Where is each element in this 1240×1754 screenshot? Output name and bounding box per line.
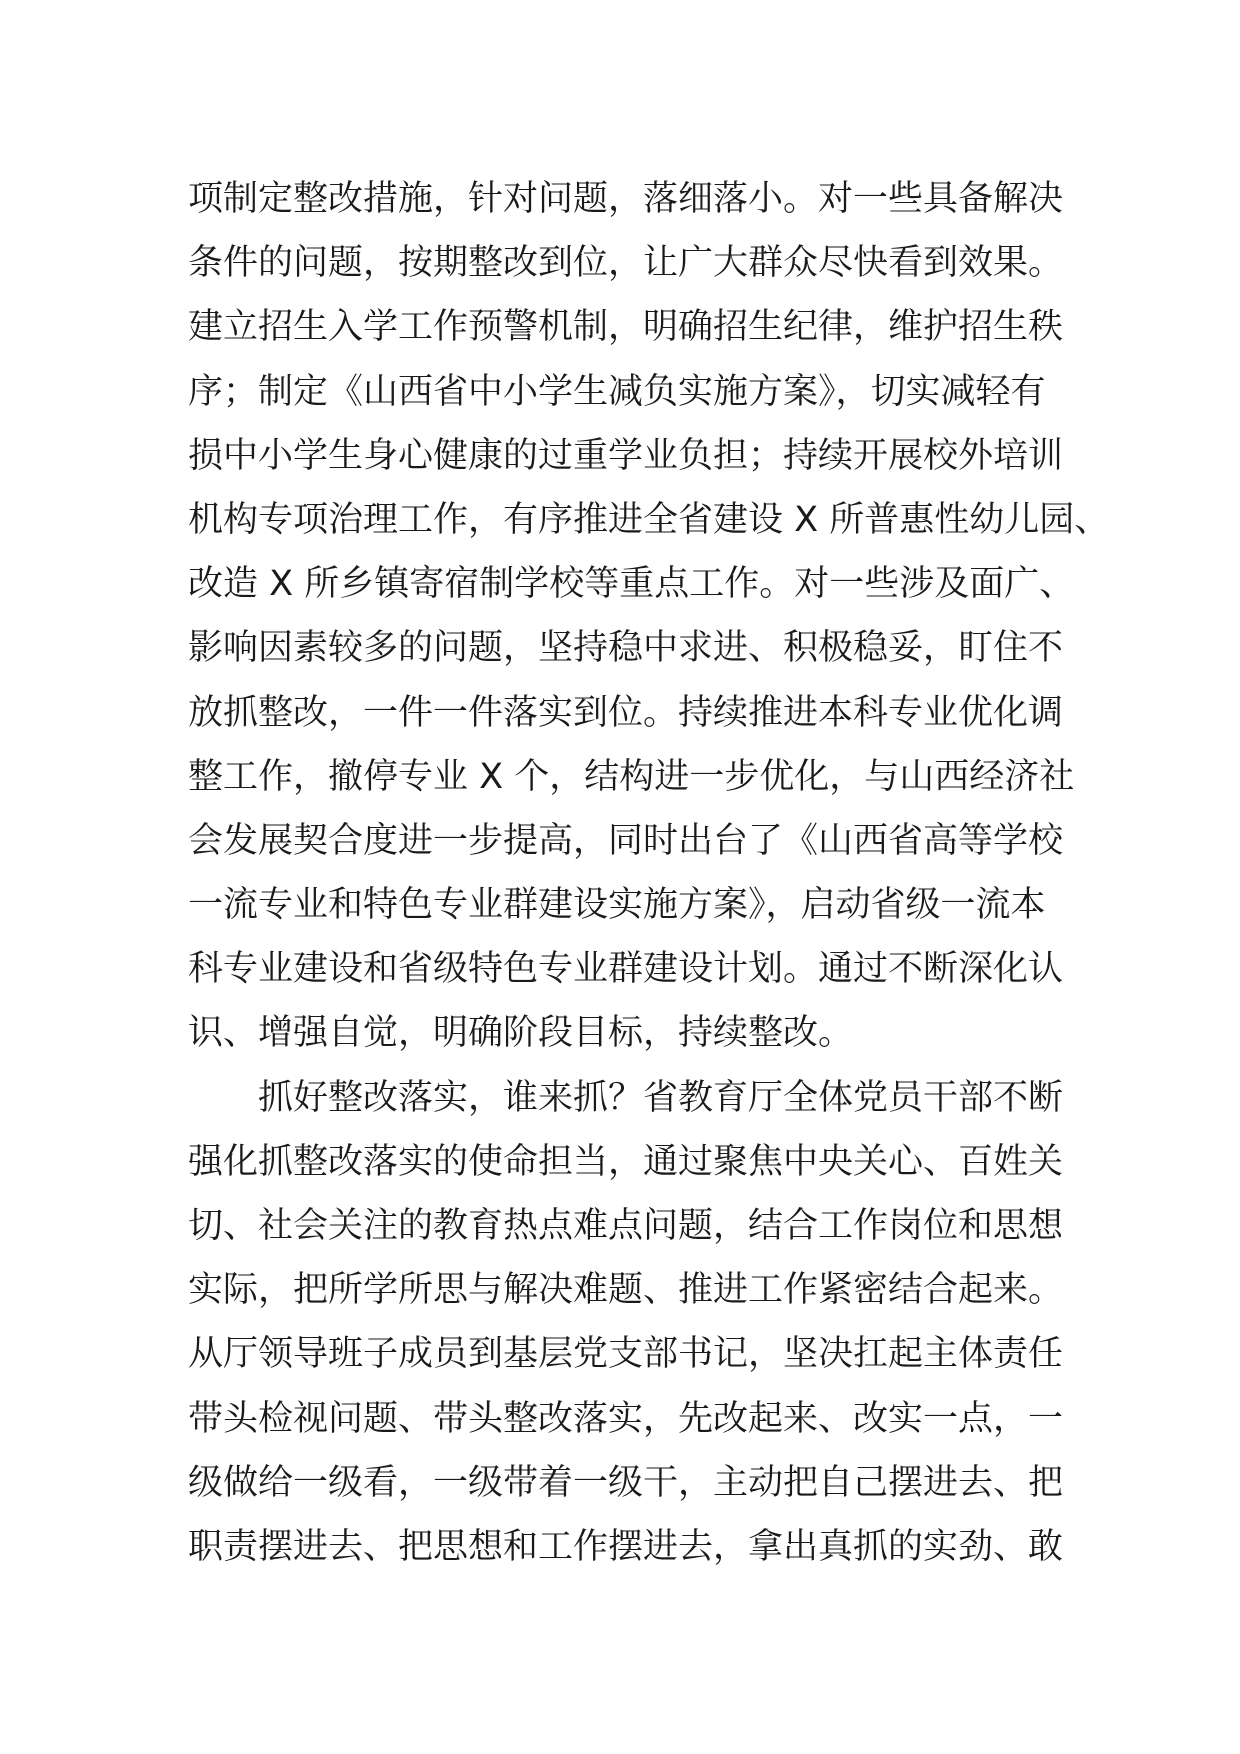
text-line: 序；制定《山西省中小学生减负实施方案》，切实减轻有 [188,371,1046,412]
text-line: 会发展契合度进一步提高，同时出台了《山西省高等学校 [188,820,1064,861]
text-line: 强化抓整改落实的使命担当，通过聚焦中央关心、百姓关 [188,1141,1064,1182]
body-text [188,167,1110,1579]
text-line: 影响因素较多的问题，坚持稳中求进、积极稳妥，盯住不 [188,628,1064,669]
text-line: 实际，把所学所思与解决难题、推进工作紧密结合起来。 [188,1270,1064,1311]
text-line: 一流专业和特色专业群建设实施方案》，启动省级一流本 [188,885,1046,926]
text-line: 从厅领导班子成员到基层党支部书记，坚决扛起主体责任 [188,1334,1064,1375]
text-line: 建立招生入学工作预警机制，明确招生纪律，维护招生秩 [188,307,1064,348]
text-line: 科专业建设和省级特色专业群建设计划。通过不断深化认 [188,949,1064,990]
text-line: 识、增强自觉，明确阶段目标，持续整改。 [188,1013,854,1054]
text-line: 切、社会关注的教育热点难点问题，结合工作岗位和思想 [188,1206,1064,1246]
text-line: 项制定整改措施，针对问题，落细落小。对一些具备解决 [188,179,1064,219]
text-line: 职责摆进去、把思想和工作摆进去，拿出真抓的实劲、敢 [188,1526,1064,1567]
paragraph-start-line: 抓好整改落实，谁来抓？省教育厅全体党员干部不断 [258,1077,1064,1118]
text-line: 机构专项治理工作，有序推进全省建设 X 所普惠性幼儿园、 [188,499,1110,540]
text-line: 条件的问题，按期整改到位，让广大群众尽快看到效果。 [188,243,1064,284]
text-line: 整工作，撤停专业 X 个，结构进一步优化，与山西经济社 [188,756,1075,797]
text-line: 损中小学生身心健康的过重学业负担；持续开展校外培训 [188,435,1064,476]
text-line: 改造 X 所乡镇寄宿制学校等重点工作。对一些涉及面广、 [188,564,1075,605]
text-line: 级做给一级看，一级带着一级干，主动把自己摆进去、把 [188,1462,1064,1503]
text-line: 带头检视问题、带头整改落实，先改起来、改实一点，一 [188,1398,1064,1439]
text-line: 放抓整改，一件一件落实到位。持续推进本科专业优化调 [188,692,1064,733]
